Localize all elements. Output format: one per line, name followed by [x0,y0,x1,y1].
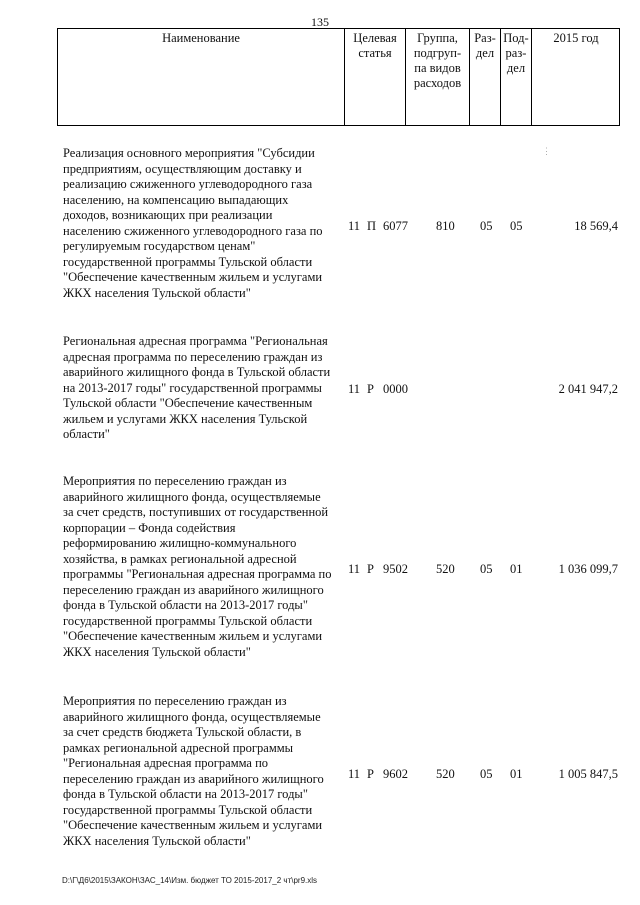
header-section-line: Раз- [474,31,496,45]
header-group-line: Группа, [417,31,458,45]
row-name-line: аварийного жилищного фонда в Тульской области [63,365,331,379]
row-name-line: за счет средств бюджета Тульской области, в [63,725,302,739]
header-target-line: статья [358,46,392,60]
target-code-part: Р [367,382,374,396]
row-name-line: области" [63,427,110,441]
row-name-line: фонда в Тульской области на 2013-2017 годы" [63,787,308,801]
row-name-line: населению, на компенсацию выпадающих [63,192,289,207]
row-name-line: аварийного жилищного фонда, осуществляемые [63,709,321,724]
header-year: 2015 год [553,31,599,45]
header-group-line: подгруп- [413,46,462,60]
header-name: Наименование [162,31,240,45]
row-name-line: за счет средств, поступивших от государственной [63,505,329,519]
file-path-footer: D:\Г\Д6\2015\ЗАКОН\ЗАС_14\Изм. бюджет ТО 2015-2017_2 чт\pr9.xls [62,876,318,885]
row-name-line: ЖКХ населения Тульской области" [63,644,251,659]
expense-group: 810 [436,219,455,233]
expense-group: 520 [436,767,455,781]
target-code-part: Р [367,562,374,576]
amount: 1 005 847,5 [558,767,618,781]
row-name-line: государственной программы Тульской области [63,613,313,628]
row-name-line: Тульской области "Обеспечение качественным [63,396,313,410]
header-subsection-line: Под- [503,31,529,45]
row-name-line: Мероприятия по переселению граждан из [63,474,287,488]
header-target-line: Целевая [353,31,397,45]
row-name-line: "Региональная адресная программа по [63,756,269,770]
row-name-line: Региональная адресная программа "Региональная [63,334,328,348]
row-name-line: "Обеспечение качественным жильем и услугами [63,818,323,832]
header-group [406,31,469,91]
row-name-line: программы "Региональная адресная программа по [63,567,332,581]
header-section-line: дел [475,46,495,60]
header-group-line: расходов [413,76,462,90]
expense-group: 520 [436,562,455,576]
header-subsection-line: дел [506,61,526,75]
row-name-line: Мероприятия по переселению граждан из [63,694,287,708]
row-name-line: рамках региональной адресной программы [63,740,294,755]
row-name-line: государственной программы Тульской области [63,802,313,817]
row-name-line: регулируемым государством ценам" [63,239,256,253]
section-code: 05 [480,219,493,233]
header-subsection [501,31,531,76]
row-name-line: хозяйства, в рамках региональной адресной [63,551,297,566]
row-name-line: доходов, возникающих при реализации [63,208,273,222]
amount: 1 036 099,7 [558,562,618,576]
target-code-part: 9502 [383,562,408,576]
row-name-line: "Обеспечение качественным жильем и услугами [63,270,323,284]
section-code: 05 [480,767,493,781]
subsection-code: 05 [510,219,523,233]
header-target [345,31,405,61]
row-name [63,694,345,849]
row-name-line: фонда в Тульской области на 2013-2017 годы" [63,598,308,612]
row-name [63,334,345,443]
row-name-line: жильем и услугами ЖКХ населения Тульской [63,411,308,426]
header-section [470,31,500,61]
row-name-line: корпорации – Фонда содействия [63,520,236,535]
amount: 18 569,4 [574,219,618,233]
row-name-line: переселению граждан из аварийного жилищного [63,582,324,597]
row-name-line: аварийного жилищного фонда, осуществляемые [63,489,321,504]
page-number: 135 [311,15,329,29]
target-code-part: Р [367,767,374,781]
scan-mark: ⋮ [542,146,551,156]
row-name [63,474,345,660]
row-name-line: переселению граждан из аварийного жилищного [63,771,324,786]
target-code-part: 0000 [383,382,408,396]
subsection-code: 01 [510,767,523,781]
amount: 2 041 947,2 [558,382,618,396]
header-subsection-line: раз- [505,46,527,60]
row-name-line: населению сжиженного углеводородного газа по [63,223,323,238]
subsection-code: 01 [510,562,523,576]
target-code-part: 6077 [383,219,408,233]
header-group-line: па видов [414,61,461,75]
row-name [63,146,345,301]
row-name-line: государственной программы Тульской области [63,254,313,269]
row-name-line: на 2013-2017 годы" государственной программы [63,380,322,395]
target-code-part: 11 [348,219,361,233]
row-name-line: Реализация основного мероприятия "Субсидии [63,146,315,160]
row-name-line: реализацию сжиженного углеводородного газа [63,177,313,191]
target-code-part: 11 [348,562,361,576]
target-code-part: 9602 [383,767,408,781]
row-name-line: реформированию жилищно-коммунального [63,536,297,550]
row-name-line: адресная программа по переселению граждан из [63,349,323,364]
row-name-line: ЖКХ населения Тульской области" [63,833,251,848]
row-name-line: ЖКХ населения Тульской области" [63,285,251,300]
target-code-part: 11 [348,767,361,781]
table-header [57,28,620,126]
row-name-line: "Обеспечение качественным жильем и услугами [63,629,323,643]
target-code-part: П [367,219,377,233]
target-code-part: 11 [348,382,361,396]
row-name-line: предприятиям, осуществляющим доставку и [63,161,302,176]
section-code: 05 [480,562,493,576]
